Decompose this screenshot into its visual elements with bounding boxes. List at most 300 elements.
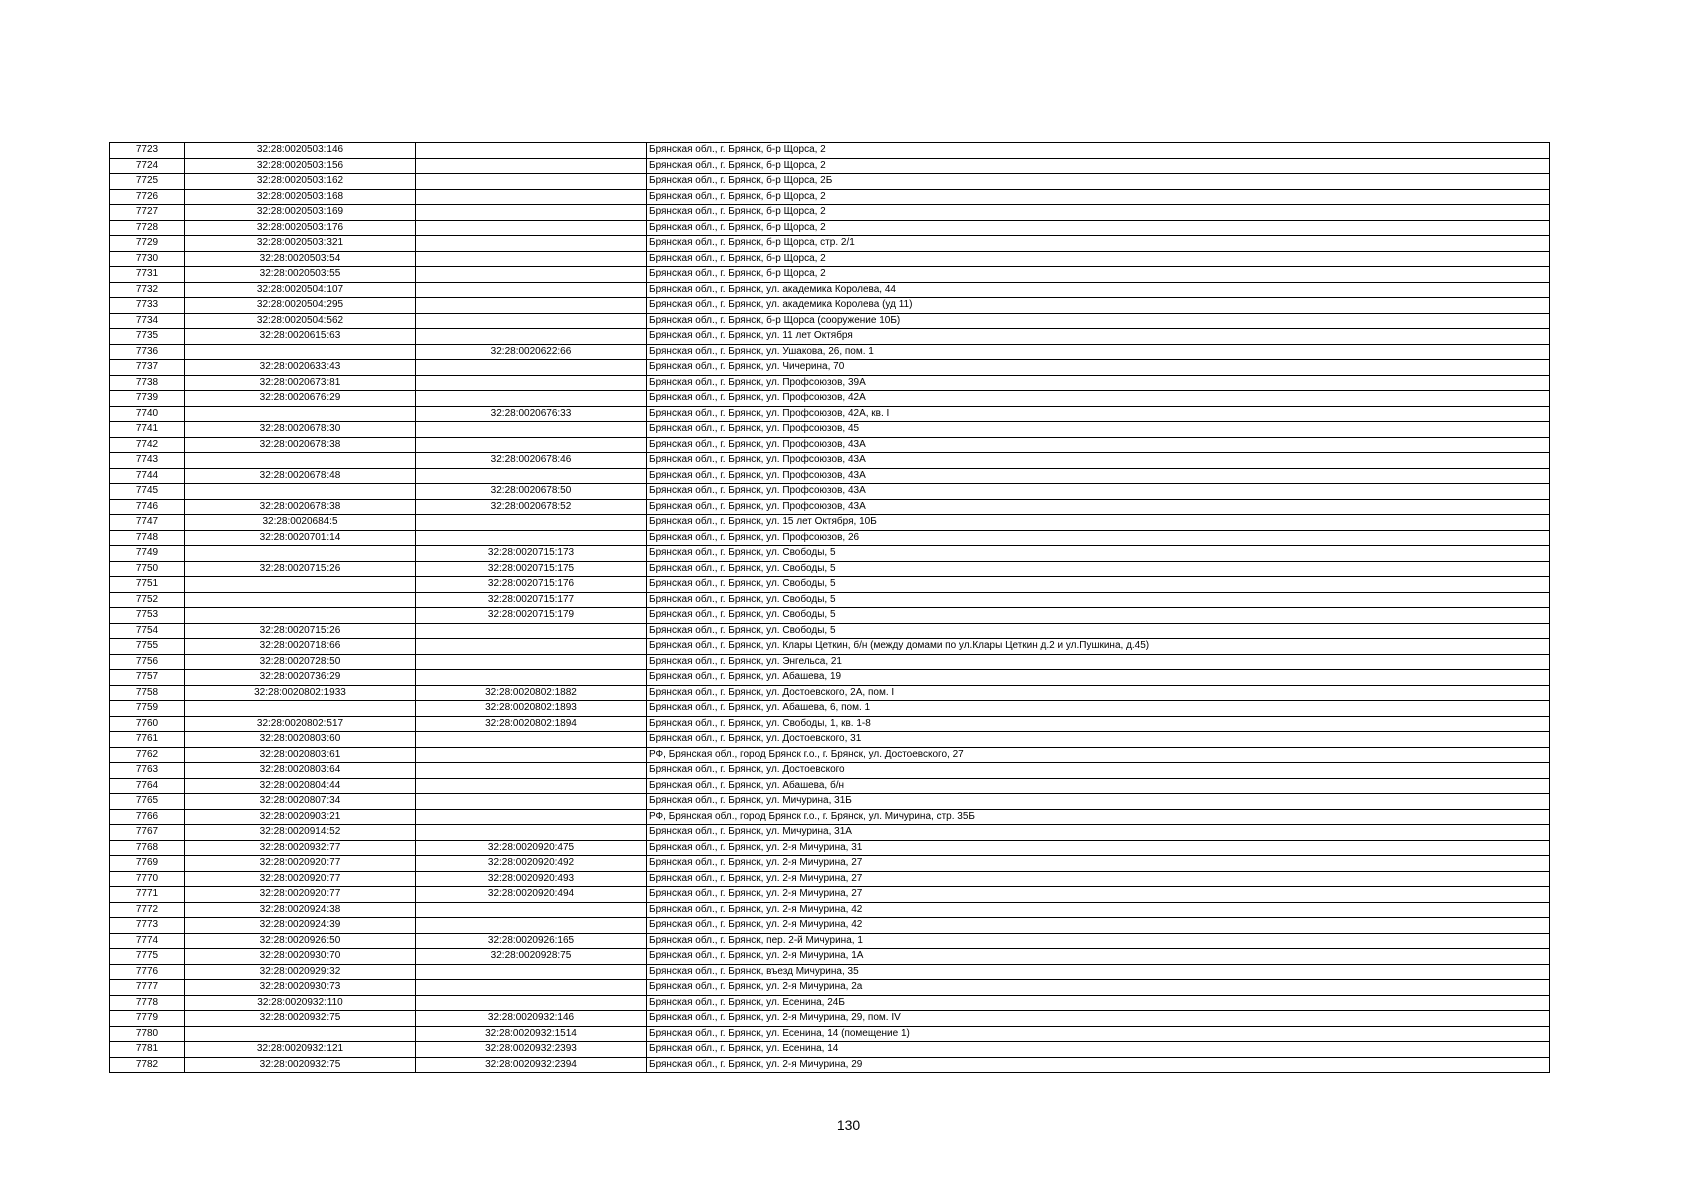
address-cell: Брянская обл., г. Брянск, ул. Профсоюзов, 43А xyxy=(647,437,1550,453)
row-number-cell: 7735 xyxy=(110,329,185,345)
address-cell: Брянская обл., г. Брянск, въезд Мичурина, 35 xyxy=(647,964,1550,980)
table-row xyxy=(110,313,1550,329)
table-row xyxy=(110,282,1550,298)
table-row xyxy=(110,825,1550,841)
row-number-cell: 7767 xyxy=(110,825,185,841)
address-cell: Брянская обл., г. Брянск, б-р Щорса, 2 xyxy=(647,205,1550,221)
related-cadastral-number-cell: 32:28:0020715:173 xyxy=(416,546,647,562)
registry-table-body xyxy=(110,143,1550,1073)
cadastral-number-cell: 32:28:0020924:39 xyxy=(185,918,416,934)
cadastral-number-cell: 32:28:0020503:162 xyxy=(185,174,416,190)
table-row xyxy=(110,809,1550,825)
address-cell: Брянская обл., г. Брянск, ул. Свободы, 5 xyxy=(647,623,1550,639)
related-cadastral-number-cell xyxy=(416,174,647,190)
cadastral-number-cell: 32:28:0020504:562 xyxy=(185,313,416,329)
related-cadastral-number-cell: 32:28:0020926:165 xyxy=(416,933,647,949)
related-cadastral-number-cell: 32:28:0020678:50 xyxy=(416,484,647,500)
row-number-cell: 7762 xyxy=(110,747,185,763)
address-cell: Брянская обл., г. Брянск, ул. 2-я Мичурина, 42 xyxy=(647,902,1550,918)
table-row xyxy=(110,143,1550,159)
address-cell: Брянская обл., г. Брянск, ул. Энгельса, 21 xyxy=(647,654,1550,670)
table-row xyxy=(110,980,1550,996)
related-cadastral-number-cell xyxy=(416,189,647,205)
table-row xyxy=(110,189,1550,205)
table-row xyxy=(110,344,1550,360)
table-row xyxy=(110,499,1550,515)
related-cadastral-number-cell xyxy=(416,918,647,934)
row-number-cell: 7742 xyxy=(110,437,185,453)
cadastral-number-cell xyxy=(185,344,416,360)
related-cadastral-number-cell xyxy=(416,732,647,748)
row-number-cell: 7772 xyxy=(110,902,185,918)
cadastral-number-cell xyxy=(185,592,416,608)
related-cadastral-number-cell: 32:28:0020678:46 xyxy=(416,453,647,469)
table-row xyxy=(110,747,1550,763)
address-cell: Брянская обл., г. Брянск, ул. 2-я Мичурина, 29 xyxy=(647,1057,1550,1073)
row-number-cell: 7776 xyxy=(110,964,185,980)
row-number-cell: 7752 xyxy=(110,592,185,608)
row-number-cell: 7724 xyxy=(110,158,185,174)
cadastral-number-cell: 32:28:0020804:44 xyxy=(185,778,416,794)
row-number-cell: 7731 xyxy=(110,267,185,283)
address-cell: Брянская обл., г. Брянск, ул. Абашева, 19 xyxy=(647,670,1550,686)
related-cadastral-number-cell: 32:28:0020920:493 xyxy=(416,871,647,887)
table-row xyxy=(110,530,1550,546)
related-cadastral-number-cell: 32:28:0020715:177 xyxy=(416,592,647,608)
related-cadastral-number-cell xyxy=(416,143,647,159)
related-cadastral-number-cell xyxy=(416,375,647,391)
table-row xyxy=(110,716,1550,732)
related-cadastral-number-cell: 32:28:0020715:175 xyxy=(416,561,647,577)
row-number-cell: 7754 xyxy=(110,623,185,639)
table-row xyxy=(110,670,1550,686)
table-row xyxy=(110,515,1550,531)
address-cell: Брянская обл., г. Брянск, ул. Профсоюзов, 43А xyxy=(647,468,1550,484)
row-number-cell: 7723 xyxy=(110,143,185,159)
table-row xyxy=(110,871,1550,887)
related-cadastral-number-cell xyxy=(416,515,647,531)
table-row xyxy=(110,158,1550,174)
cadastral-number-cell: 32:28:0020932:75 xyxy=(185,1011,416,1027)
address-cell: Брянская обл., г. Брянск, ул. 11 лет Октября xyxy=(647,329,1550,345)
related-cadastral-number-cell: 32:28:0020932:1514 xyxy=(416,1026,647,1042)
table-row xyxy=(110,949,1550,965)
cadastral-number-cell: 32:28:0020930:73 xyxy=(185,980,416,996)
table-row xyxy=(110,391,1550,407)
cadastral-number-cell: 32:28:0020807:34 xyxy=(185,794,416,810)
related-cadastral-number-cell: 32:28:0020715:179 xyxy=(416,608,647,624)
related-cadastral-number-cell xyxy=(416,623,647,639)
address-cell: Брянская обл., г. Брянск, ул. Профсоюзов, 39А xyxy=(647,375,1550,391)
table-row xyxy=(110,174,1550,190)
cadastral-number-cell: 32:28:0020504:107 xyxy=(185,282,416,298)
related-cadastral-number-cell xyxy=(416,468,647,484)
related-cadastral-number-cell: 32:28:0020622:66 xyxy=(416,344,647,360)
cadastral-number-cell: 32:28:0020920:77 xyxy=(185,856,416,872)
address-cell: Брянская обл., г. Брянск, ул. 2-я Мичурина, 27 xyxy=(647,871,1550,887)
table-row xyxy=(110,205,1550,221)
row-number-cell: 7747 xyxy=(110,515,185,531)
address-cell: Брянская обл., г. Брянск, ул. Мичурина, 31Б xyxy=(647,794,1550,810)
page-number: 130 xyxy=(836,1117,861,1133)
table-row xyxy=(110,375,1550,391)
table-row xyxy=(110,406,1550,422)
address-cell: Брянская обл., г. Брянск, ул. 2-я Мичурина, 2а xyxy=(647,980,1550,996)
table-row xyxy=(110,902,1550,918)
cadastral-number-cell: 32:28:0020920:77 xyxy=(185,887,416,903)
table-row xyxy=(110,608,1550,624)
table-row xyxy=(110,592,1550,608)
cadastral-number-cell: 32:28:0020914:52 xyxy=(185,825,416,841)
related-cadastral-number-cell xyxy=(416,530,647,546)
table-row xyxy=(110,267,1550,283)
cadastral-number-cell: 32:28:0020503:169 xyxy=(185,205,416,221)
related-cadastral-number-cell: 32:28:0020802:1882 xyxy=(416,685,647,701)
address-cell: Брянская обл., г. Брянск, ул. Профсоюзов, 45 xyxy=(647,422,1550,438)
cadastral-number-cell: 32:28:0020718:66 xyxy=(185,639,416,655)
row-number-cell: 7746 xyxy=(110,499,185,515)
address-cell: Брянская обл., г. Брянск, ул. Достоевского xyxy=(647,763,1550,779)
row-number-cell: 7768 xyxy=(110,840,185,856)
address-cell: Брянская обл., г. Брянск, ул. Профсоюзов, 42А, кв. I xyxy=(647,406,1550,422)
cadastral-number-cell: 32:28:0020924:38 xyxy=(185,902,416,918)
related-cadastral-number-cell: 32:28:0020920:492 xyxy=(416,856,647,872)
cadastral-number-cell: 32:28:0020803:61 xyxy=(185,747,416,763)
address-cell: Брянская обл., г. Брянск, ул. Профсоюзов, 26 xyxy=(647,530,1550,546)
address-cell: Брянская обл., г. Брянск, ул. Абашева, б/н xyxy=(647,778,1550,794)
related-cadastral-number-cell: 32:28:0020928:75 xyxy=(416,949,647,965)
cadastral-number-cell xyxy=(185,577,416,593)
table-row xyxy=(110,577,1550,593)
related-cadastral-number-cell xyxy=(416,298,647,314)
address-cell: Брянская обл., г. Брянск, ул. Есенина, 14 xyxy=(647,1042,1550,1058)
table-row xyxy=(110,654,1550,670)
row-number-cell: 7765 xyxy=(110,794,185,810)
address-cell: Брянская обл., г. Брянск, б-р Щорса, 2 xyxy=(647,267,1550,283)
table-row xyxy=(110,561,1550,577)
cadastral-number-cell: 32:28:0020673:81 xyxy=(185,375,416,391)
cadastral-number-cell: 32:28:0020932:77 xyxy=(185,840,416,856)
row-number-cell: 7738 xyxy=(110,375,185,391)
cadastral-number-cell: 32:28:0020736:29 xyxy=(185,670,416,686)
related-cadastral-number-cell xyxy=(416,654,647,670)
address-cell: Брянская обл., г. Брянск, ул. Профсоюзов, 43А xyxy=(647,499,1550,515)
address-cell: Брянская обл., г. Брянск, пер. 2-й Мичурина, 1 xyxy=(647,933,1550,949)
table-row xyxy=(110,220,1550,236)
address-cell: Брянская обл., г. Брянск, б-р Щорса, 2 xyxy=(647,251,1550,267)
cadastral-number-cell: 32:28:0020504:295 xyxy=(185,298,416,314)
cadastral-number-cell: 32:28:0020803:60 xyxy=(185,732,416,748)
related-cadastral-number-cell xyxy=(416,282,647,298)
cadastral-number-cell: 32:28:0020930:70 xyxy=(185,949,416,965)
cadastral-number-cell: 32:28:0020678:48 xyxy=(185,468,416,484)
cadastral-number-cell: 32:28:0020503:321 xyxy=(185,236,416,252)
address-cell: Брянская обл., г. Брянск, ул. Свободы, 5 xyxy=(647,546,1550,562)
address-cell: Брянская обл., г. Брянск, ул. Свободы, 1, кв. 1-8 xyxy=(647,716,1550,732)
address-cell: Брянская обл., г. Брянск, ул. Достоевского, 2А, пом. I xyxy=(647,685,1550,701)
related-cadastral-number-cell xyxy=(416,158,647,174)
row-number-cell: 7733 xyxy=(110,298,185,314)
row-number-cell: 7749 xyxy=(110,546,185,562)
table-row xyxy=(110,251,1550,267)
address-cell: Брянская обл., г. Брянск, ул. Чичерина, 70 xyxy=(647,360,1550,376)
related-cadastral-number-cell: 32:28:0020715:176 xyxy=(416,577,647,593)
related-cadastral-number-cell xyxy=(416,809,647,825)
cadastral-number-cell: 32:28:0020633:43 xyxy=(185,360,416,376)
row-number-cell: 7778 xyxy=(110,995,185,1011)
table-row xyxy=(110,933,1550,949)
row-number-cell: 7766 xyxy=(110,809,185,825)
cadastral-number-cell: 32:28:0020715:26 xyxy=(185,623,416,639)
row-number-cell: 7761 xyxy=(110,732,185,748)
address-cell: Брянская обл., г. Брянск, ул. Свободы, 5 xyxy=(647,577,1550,593)
address-cell: Брянская обл., г. Брянск, ул. Достоевского, 31 xyxy=(647,732,1550,748)
row-number-cell: 7779 xyxy=(110,1011,185,1027)
table-row xyxy=(110,1026,1550,1042)
row-number-cell: 7764 xyxy=(110,778,185,794)
row-number-cell: 7781 xyxy=(110,1042,185,1058)
address-cell: Брянская обл., г. Брянск, б-р Щорса, 2 xyxy=(647,143,1550,159)
address-cell: РФ, Брянская обл., город Брянск г.о., г. Брянск, ул. Мичурина, стр. 35Б xyxy=(647,809,1550,825)
cadastral-number-cell: 32:28:0020903:21 xyxy=(185,809,416,825)
related-cadastral-number-cell xyxy=(416,639,647,655)
table-row xyxy=(110,763,1550,779)
row-number-cell: 7751 xyxy=(110,577,185,593)
table-row xyxy=(110,329,1550,345)
related-cadastral-number-cell xyxy=(416,251,647,267)
address-cell: Брянская обл., г. Брянск, б-р Щорса (сооружение 10Б) xyxy=(647,313,1550,329)
related-cadastral-number-cell xyxy=(416,391,647,407)
table-row xyxy=(110,685,1550,701)
cadastral-number-cell: 32:28:0020932:121 xyxy=(185,1042,416,1058)
address-cell: Брянская обл., г. Брянск, ул. 2-я Мичурина, 29, пом. IV xyxy=(647,1011,1550,1027)
cadastral-number-cell: 32:28:0020802:1933 xyxy=(185,685,416,701)
address-cell: Брянская обл., г. Брянск, ул. 2-я Мичурина, 42 xyxy=(647,918,1550,934)
row-number-cell: 7727 xyxy=(110,205,185,221)
row-number-cell: 7744 xyxy=(110,468,185,484)
table-row xyxy=(110,856,1550,872)
address-cell: Брянская обл., г. Брянск, ул. Профсоюзов, 42А xyxy=(647,391,1550,407)
cadastral-number-cell: 32:28:0020503:156 xyxy=(185,158,416,174)
related-cadastral-number-cell: 32:28:0020932:2394 xyxy=(416,1057,647,1073)
table-row xyxy=(110,840,1550,856)
row-number-cell: 7741 xyxy=(110,422,185,438)
related-cadastral-number-cell xyxy=(416,267,647,283)
row-number-cell: 7769 xyxy=(110,856,185,872)
cadastral-number-cell: 32:28:0020615:63 xyxy=(185,329,416,345)
related-cadastral-number-cell: 32:28:0020920:475 xyxy=(416,840,647,856)
cadastral-number-cell: 32:28:0020684:5 xyxy=(185,515,416,531)
row-number-cell: 7730 xyxy=(110,251,185,267)
related-cadastral-number-cell xyxy=(416,825,647,841)
row-number-cell: 7763 xyxy=(110,763,185,779)
cadastral-number-cell xyxy=(185,546,416,562)
related-cadastral-number-cell xyxy=(416,902,647,918)
cadastral-number-cell: 32:28:0020932:110 xyxy=(185,995,416,1011)
related-cadastral-number-cell xyxy=(416,778,647,794)
related-cadastral-number-cell xyxy=(416,980,647,996)
cadastral-number-cell: 32:28:0020678:38 xyxy=(185,437,416,453)
table-row xyxy=(110,453,1550,469)
row-number-cell: 7729 xyxy=(110,236,185,252)
table-row xyxy=(110,236,1550,252)
address-cell: Брянская обл., г. Брянск, ул. 15 лет Октября, 10Б xyxy=(647,515,1550,531)
row-number-cell: 7734 xyxy=(110,313,185,329)
table-row xyxy=(110,298,1550,314)
related-cadastral-number-cell: 32:28:0020802:1894 xyxy=(416,716,647,732)
cadastral-number-cell: 32:28:0020678:38 xyxy=(185,499,416,515)
related-cadastral-number-cell: 32:28:0020802:1893 xyxy=(416,701,647,717)
cadastral-number-cell: 32:28:0020503:146 xyxy=(185,143,416,159)
table-row xyxy=(110,918,1550,934)
address-cell: Брянская обл., г. Брянск, ул. 2-я Мичурина, 27 xyxy=(647,856,1550,872)
table-row xyxy=(110,995,1550,1011)
row-number-cell: 7774 xyxy=(110,933,185,949)
row-number-cell: 7745 xyxy=(110,484,185,500)
row-number-cell: 7755 xyxy=(110,639,185,655)
cadastral-number-cell: 32:28:0020701:14 xyxy=(185,530,416,546)
cadastral-number-cell: 32:28:0020802:517 xyxy=(185,716,416,732)
row-number-cell: 7780 xyxy=(110,1026,185,1042)
cadastral-number-cell: 32:28:0020503:54 xyxy=(185,251,416,267)
related-cadastral-number-cell: 32:28:0020932:146 xyxy=(416,1011,647,1027)
related-cadastral-number-cell xyxy=(416,437,647,453)
cadastral-number-cell xyxy=(185,608,416,624)
table-row xyxy=(110,732,1550,748)
address-cell: РФ, Брянская обл., город Брянск г.о., г. Брянск, ул. Достоевского, 27 xyxy=(647,747,1550,763)
related-cadastral-number-cell xyxy=(416,236,647,252)
row-number-cell: 7732 xyxy=(110,282,185,298)
address-cell: Брянская обл., г. Брянск, ул. Есенина, 24Б xyxy=(647,995,1550,1011)
related-cadastral-number-cell: 32:28:0020920:494 xyxy=(416,887,647,903)
row-number-cell: 7777 xyxy=(110,980,185,996)
row-number-cell: 7726 xyxy=(110,189,185,205)
row-number-cell: 7757 xyxy=(110,670,185,686)
row-number-cell: 7758 xyxy=(110,685,185,701)
cadastral-number-cell: 32:28:0020678:30 xyxy=(185,422,416,438)
registry-table xyxy=(109,142,1550,1073)
address-cell: Брянская обл., г. Брянск, ул. Свободы, 5 xyxy=(647,561,1550,577)
cadastral-number-cell: 32:28:0020728:50 xyxy=(185,654,416,670)
row-number-cell: 7753 xyxy=(110,608,185,624)
related-cadastral-number-cell xyxy=(416,220,647,236)
row-number-cell: 7748 xyxy=(110,530,185,546)
address-cell: Брянская обл., г. Брянск, ул. Абашева, 6, пом. 1 xyxy=(647,701,1550,717)
address-cell: Брянская обл., г. Брянск, б-р Щорса, 2 xyxy=(647,158,1550,174)
address-cell: Брянская обл., г. Брянск, ул. Свободы, 5 xyxy=(647,592,1550,608)
cadastral-number-cell: 32:28:0020920:77 xyxy=(185,871,416,887)
row-number-cell: 7736 xyxy=(110,344,185,360)
table-row xyxy=(110,437,1550,453)
related-cadastral-number-cell xyxy=(416,995,647,1011)
row-number-cell: 7740 xyxy=(110,406,185,422)
related-cadastral-number-cell xyxy=(416,794,647,810)
address-cell: Брянская обл., г. Брянск, ул. Свободы, 5 xyxy=(647,608,1550,624)
related-cadastral-number-cell xyxy=(416,360,647,376)
cadastral-number-cell: 32:28:0020932:75 xyxy=(185,1057,416,1073)
table-row xyxy=(110,778,1550,794)
address-cell: Брянская обл., г. Брянск, б-р Щорса, 2 xyxy=(647,220,1550,236)
related-cadastral-number-cell: 32:28:0020678:52 xyxy=(416,499,647,515)
cadastral-number-cell xyxy=(185,406,416,422)
row-number-cell: 7771 xyxy=(110,887,185,903)
table-row xyxy=(110,1011,1550,1027)
table-row xyxy=(110,546,1550,562)
table-row xyxy=(110,422,1550,438)
address-cell: Брянская обл., г. Брянск, ул. Мичурина, 31А xyxy=(647,825,1550,841)
table-row xyxy=(110,360,1550,376)
cadastral-number-cell: 32:28:0020503:168 xyxy=(185,189,416,205)
address-cell: Брянская обл., г. Брянск, ул. академика Королева (уд 11) xyxy=(647,298,1550,314)
row-number-cell: 7756 xyxy=(110,654,185,670)
row-number-cell: 7759 xyxy=(110,701,185,717)
address-cell: Брянская обл., г. Брянск, ул. 2-я Мичурина, 27 xyxy=(647,887,1550,903)
related-cadastral-number-cell xyxy=(416,964,647,980)
related-cadastral-number-cell xyxy=(416,205,647,221)
address-cell: Брянская обл., г. Брянск, ул. Клары Цеткин, б/н (между домами по ул.Клары Цеткин д.2 и ул.Пушкина, д.45) xyxy=(647,639,1550,655)
table-row xyxy=(110,1057,1550,1073)
table-row xyxy=(110,794,1550,810)
table-row xyxy=(110,484,1550,500)
related-cadastral-number-cell xyxy=(416,329,647,345)
address-cell: Брянская обл., г. Брянск, ул. 2-я Мичурина, 31 xyxy=(647,840,1550,856)
address-cell: Брянская обл., г. Брянск, б-р Щорса, 2Б xyxy=(647,174,1550,190)
row-number-cell: 7743 xyxy=(110,453,185,469)
table-row xyxy=(110,964,1550,980)
table-row xyxy=(110,887,1550,903)
related-cadastral-number-cell xyxy=(416,763,647,779)
cadastral-number-cell xyxy=(185,453,416,469)
row-number-cell: 7728 xyxy=(110,220,185,236)
related-cadastral-number-cell xyxy=(416,313,647,329)
cadastral-number-cell: 32:28:0020926:50 xyxy=(185,933,416,949)
related-cadastral-number-cell: 32:28:0020932:2393 xyxy=(416,1042,647,1058)
address-cell: Брянская обл., г. Брянск, б-р Щорса, 2 xyxy=(647,189,1550,205)
row-number-cell: 7760 xyxy=(110,716,185,732)
cadastral-number-cell: 32:28:0020929:32 xyxy=(185,964,416,980)
table-row xyxy=(110,468,1550,484)
address-cell: Брянская обл., г. Брянск, б-р Щорса, стр. 2/1 xyxy=(647,236,1550,252)
table-row xyxy=(110,639,1550,655)
address-cell: Брянская обл., г. Брянск, ул. Профсоюзов, 43А xyxy=(647,484,1550,500)
cadastral-number-cell: 32:28:0020803:64 xyxy=(185,763,416,779)
address-cell: Брянская обл., г. Брянск, ул. Ушакова, 26, пом. 1 xyxy=(647,344,1550,360)
address-cell: Брянская обл., г. Брянск, ул. Профсоюзов, 43А xyxy=(647,453,1550,469)
address-cell: Брянская обл., г. Брянск, ул. Есенина, 14 (помещение 1) xyxy=(647,1026,1550,1042)
row-number-cell: 7770 xyxy=(110,871,185,887)
row-number-cell: 7739 xyxy=(110,391,185,407)
row-number-cell: 7773 xyxy=(110,918,185,934)
cadastral-number-cell: 32:28:0020503:55 xyxy=(185,267,416,283)
related-cadastral-number-cell xyxy=(416,670,647,686)
cadastral-number-cell xyxy=(185,701,416,717)
row-number-cell: 7782 xyxy=(110,1057,185,1073)
cadastral-number-cell: 32:28:0020503:176 xyxy=(185,220,416,236)
cadastral-number-cell: 32:28:0020715:26 xyxy=(185,561,416,577)
row-number-cell: 7750 xyxy=(110,561,185,577)
table-row xyxy=(110,623,1550,639)
cadastral-number-cell xyxy=(185,1026,416,1042)
cadastral-number-cell: 32:28:0020676:29 xyxy=(185,391,416,407)
related-cadastral-number-cell xyxy=(416,422,647,438)
table-row xyxy=(110,1042,1550,1058)
row-number-cell: 7737 xyxy=(110,360,185,376)
cadastral-number-cell xyxy=(185,484,416,500)
table-row xyxy=(110,701,1550,717)
address-cell: Брянская обл., г. Брянск, ул. академика Королева, 44 xyxy=(647,282,1550,298)
address-cell: Брянская обл., г. Брянск, ул. 2-я Мичурина, 1А xyxy=(647,949,1550,965)
row-number-cell: 7725 xyxy=(110,174,185,190)
